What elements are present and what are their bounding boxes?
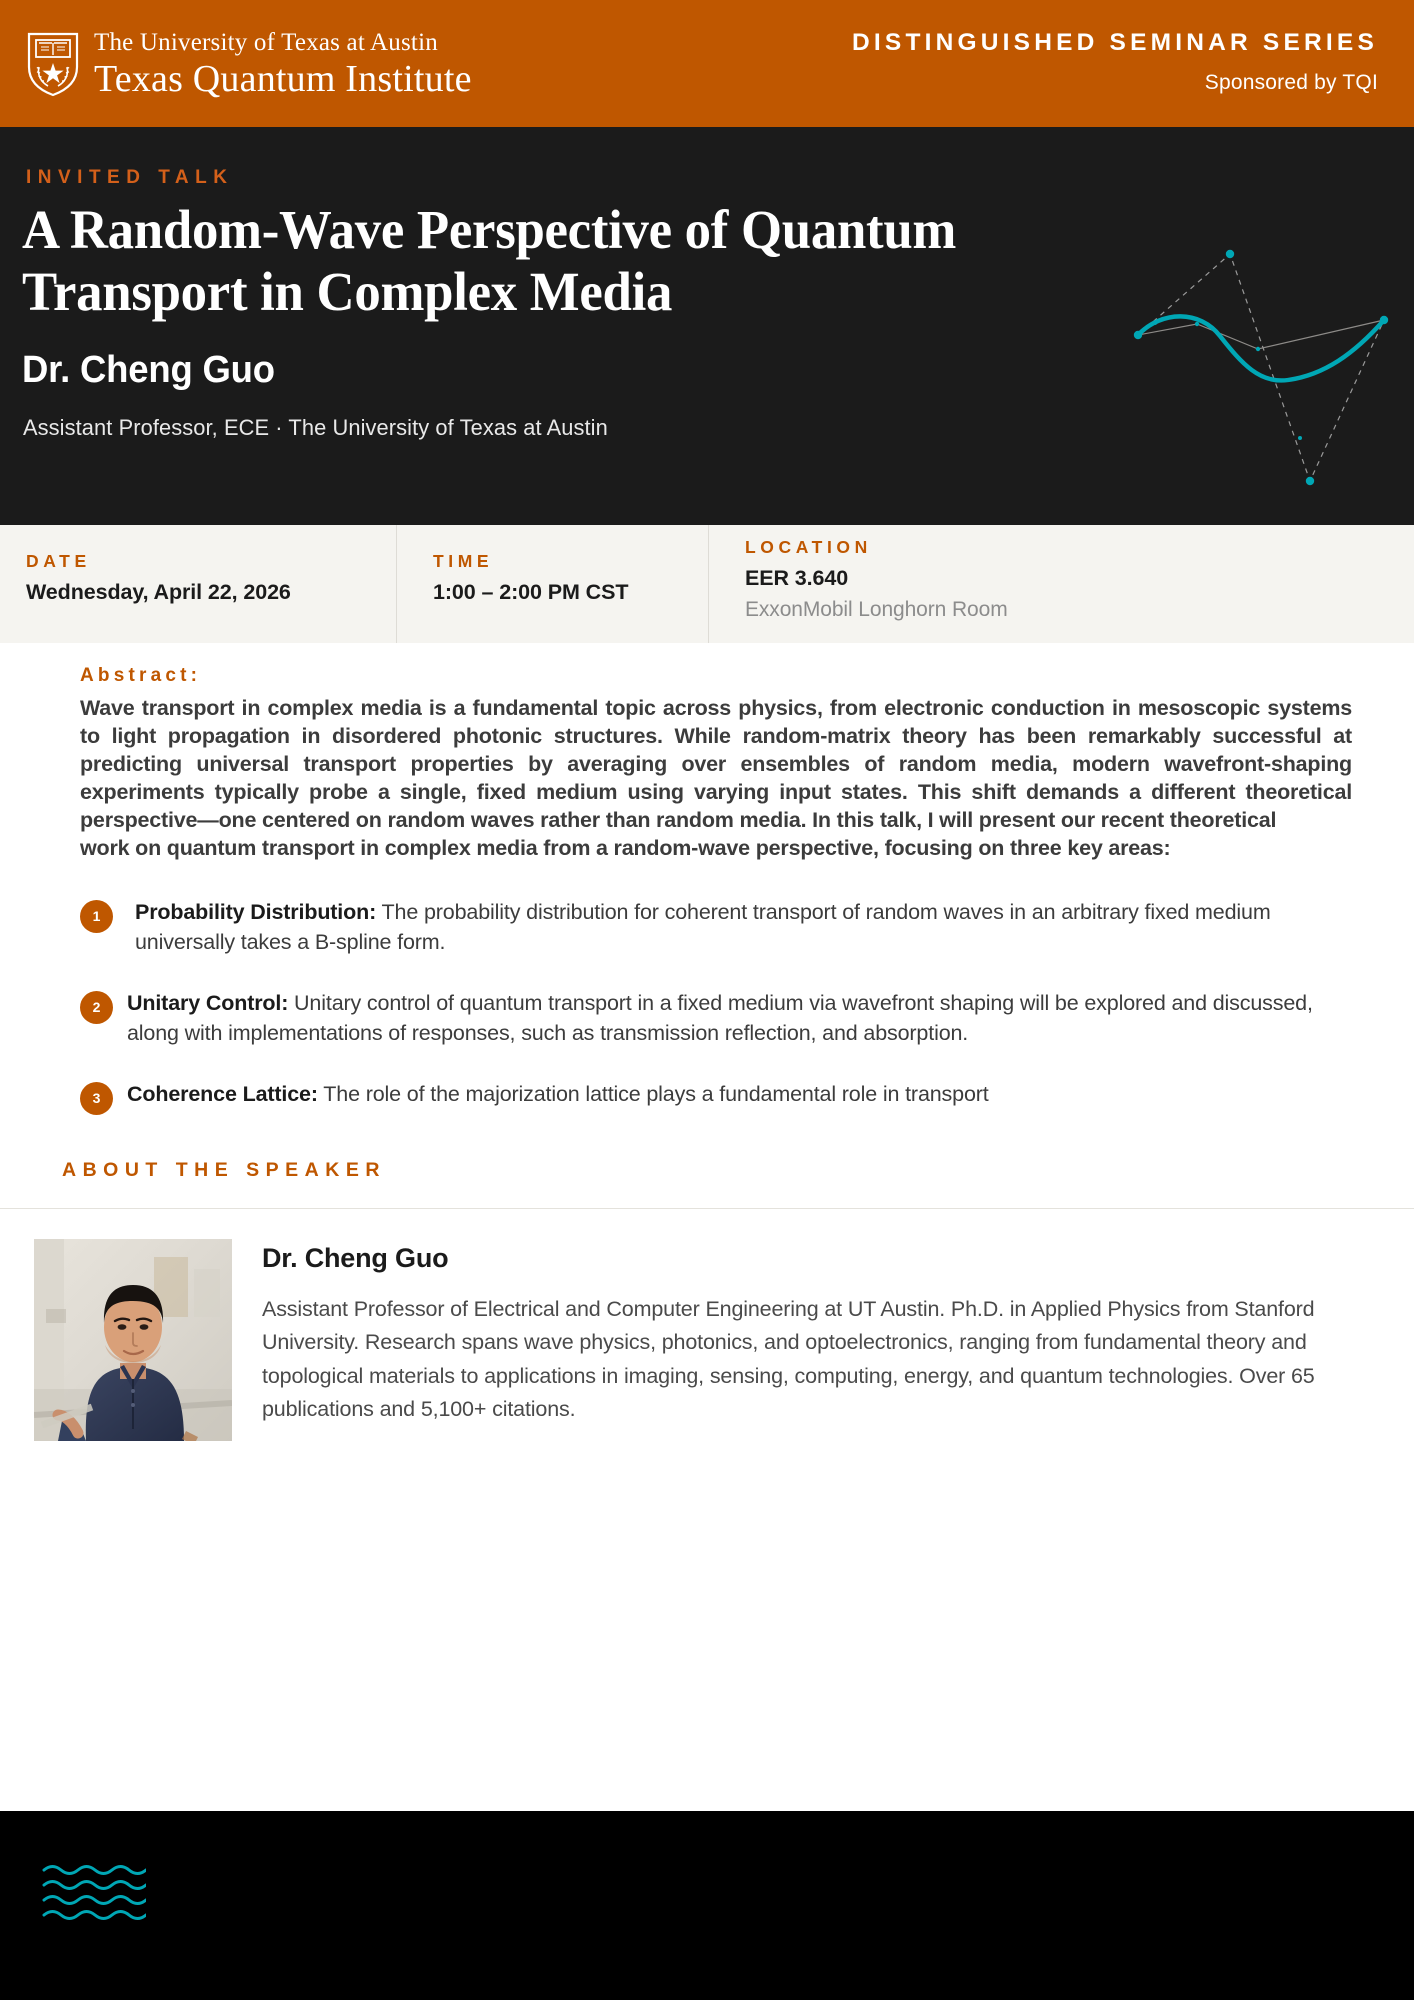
location-room: ExxonMobil Longhorn Room (745, 598, 1008, 621)
speaker-bio-text: Assistant Professor of Electrical and Computer Engineering at UT Austin. Ph.D. in Applied Physics from Stanford University. Research spans wave physics, photonics, and optoelectronics, ranging from fundamental theory and topological materials to applications in imaging, sensing, computing, energy, and quantum technologies. Over 65 publications and 5,100+ citations. (262, 1296, 1315, 1422)
page-title: A Random-Wave Perspective of Quantum Transport in Complex Media (22, 199, 957, 322)
info-location (708, 525, 1414, 643)
list-item-text (127, 988, 1344, 1049)
abstract-text (80, 695, 1352, 863)
list-item-body: The role of the majorization lattice plays a fundamental role in transport (317, 1081, 989, 1106)
speaker-bio-name: Dr. Cheng Guo (262, 1242, 449, 1273)
time-label: TIME (433, 551, 494, 571)
speaker-affiliation: Assistant Professor, ECE · The University of Texas at Austin (23, 415, 608, 440)
list-item-text (127, 897, 1344, 958)
university-name: The University of Texas at Austin (94, 28, 438, 56)
institute-name: Texas Quantum Institute (94, 57, 472, 100)
time-value: 1:00 – 2:00 PM CST (433, 580, 629, 604)
date-value: Wednesday, April 22, 2026 (26, 580, 291, 604)
poster-footer (0, 1811, 1414, 2000)
list-number-badge: 2 (80, 991, 113, 1024)
info-date (0, 525, 396, 643)
list-item-text (127, 1079, 989, 1110)
wave-lines-icon (42, 1864, 146, 1922)
list-item-body: Unitary control of quantum transport in a fixed medium via wavefront shaping will be explored and discussed, along with implementations of responses, such as transmission reflection, and absorption. (127, 990, 1313, 1046)
ut-shield-icon (26, 31, 80, 97)
date-label: DATE (26, 551, 91, 571)
info-time (396, 525, 708, 643)
event-info-bar (0, 525, 1414, 643)
speaker-name: Dr. Cheng Guo (22, 349, 275, 391)
ut-tqi-brand (26, 30, 472, 98)
about-speaker-heading: ABOUT THE SPEAKER (62, 1158, 386, 1181)
list-item-title: Unitary Control: (127, 990, 289, 1015)
b-spline-curve-icon (1092, 232, 1392, 492)
invited-talk-kicker: INVITED TALK (26, 167, 234, 188)
abstract-label: Abstract: (80, 665, 202, 686)
speaker-bio (0, 1209, 1414, 1441)
list-number-badge: 1 (80, 900, 113, 933)
sponsor-label: Sponsored by TQI (1204, 70, 1378, 94)
abstract-block (0, 643, 1414, 863)
key-areas-list (0, 863, 1414, 1115)
list-item (80, 897, 1344, 958)
abstract-paragraph-tail: work on quantum transport in complex media from a random-wave perspective, focusing on three key areas: (80, 835, 1171, 860)
list-item (80, 988, 1344, 1049)
masthead (0, 0, 1414, 127)
list-item (80, 1079, 1344, 1115)
abstract-paragraph: Wave transport in complex media is a fundamental topic across physics, from electronic conduction in mesoscopic systems to light propagation in disordered photonic structures. While random-matrix theory has been remarkably successful at predicting universal transport properties by averaging over ensembles of random media, modern wavefront-shaping experiments typically probe a single, fixed medium using varying input states. This shift demands a different theoretical perspective—one centered on random waves rather than random media. In this talk, I will present our recent theoretical (80, 696, 1352, 832)
list-item-body: The probability distribution for coherent transport of random waves in an arbitrary fixed medium universally takes a B-spline form. (135, 899, 1271, 955)
list-number-badge: 3 (80, 1082, 113, 1115)
series-label: DISTINGUISHED SEMINAR SERIES (852, 28, 1378, 56)
list-item-title: Probability Distribution: (135, 899, 377, 924)
masthead-right (852, 29, 1378, 99)
poster-body (0, 643, 1414, 1441)
location-value: EER 3.640 (745, 566, 849, 590)
hero-section (0, 127, 1414, 525)
speaker-bio-body (262, 1239, 1374, 1441)
speaker-portrait-photo (34, 1239, 232, 1441)
list-item-title: Coherence Lattice: (127, 1081, 318, 1106)
location-label: LOCATION (745, 537, 872, 557)
